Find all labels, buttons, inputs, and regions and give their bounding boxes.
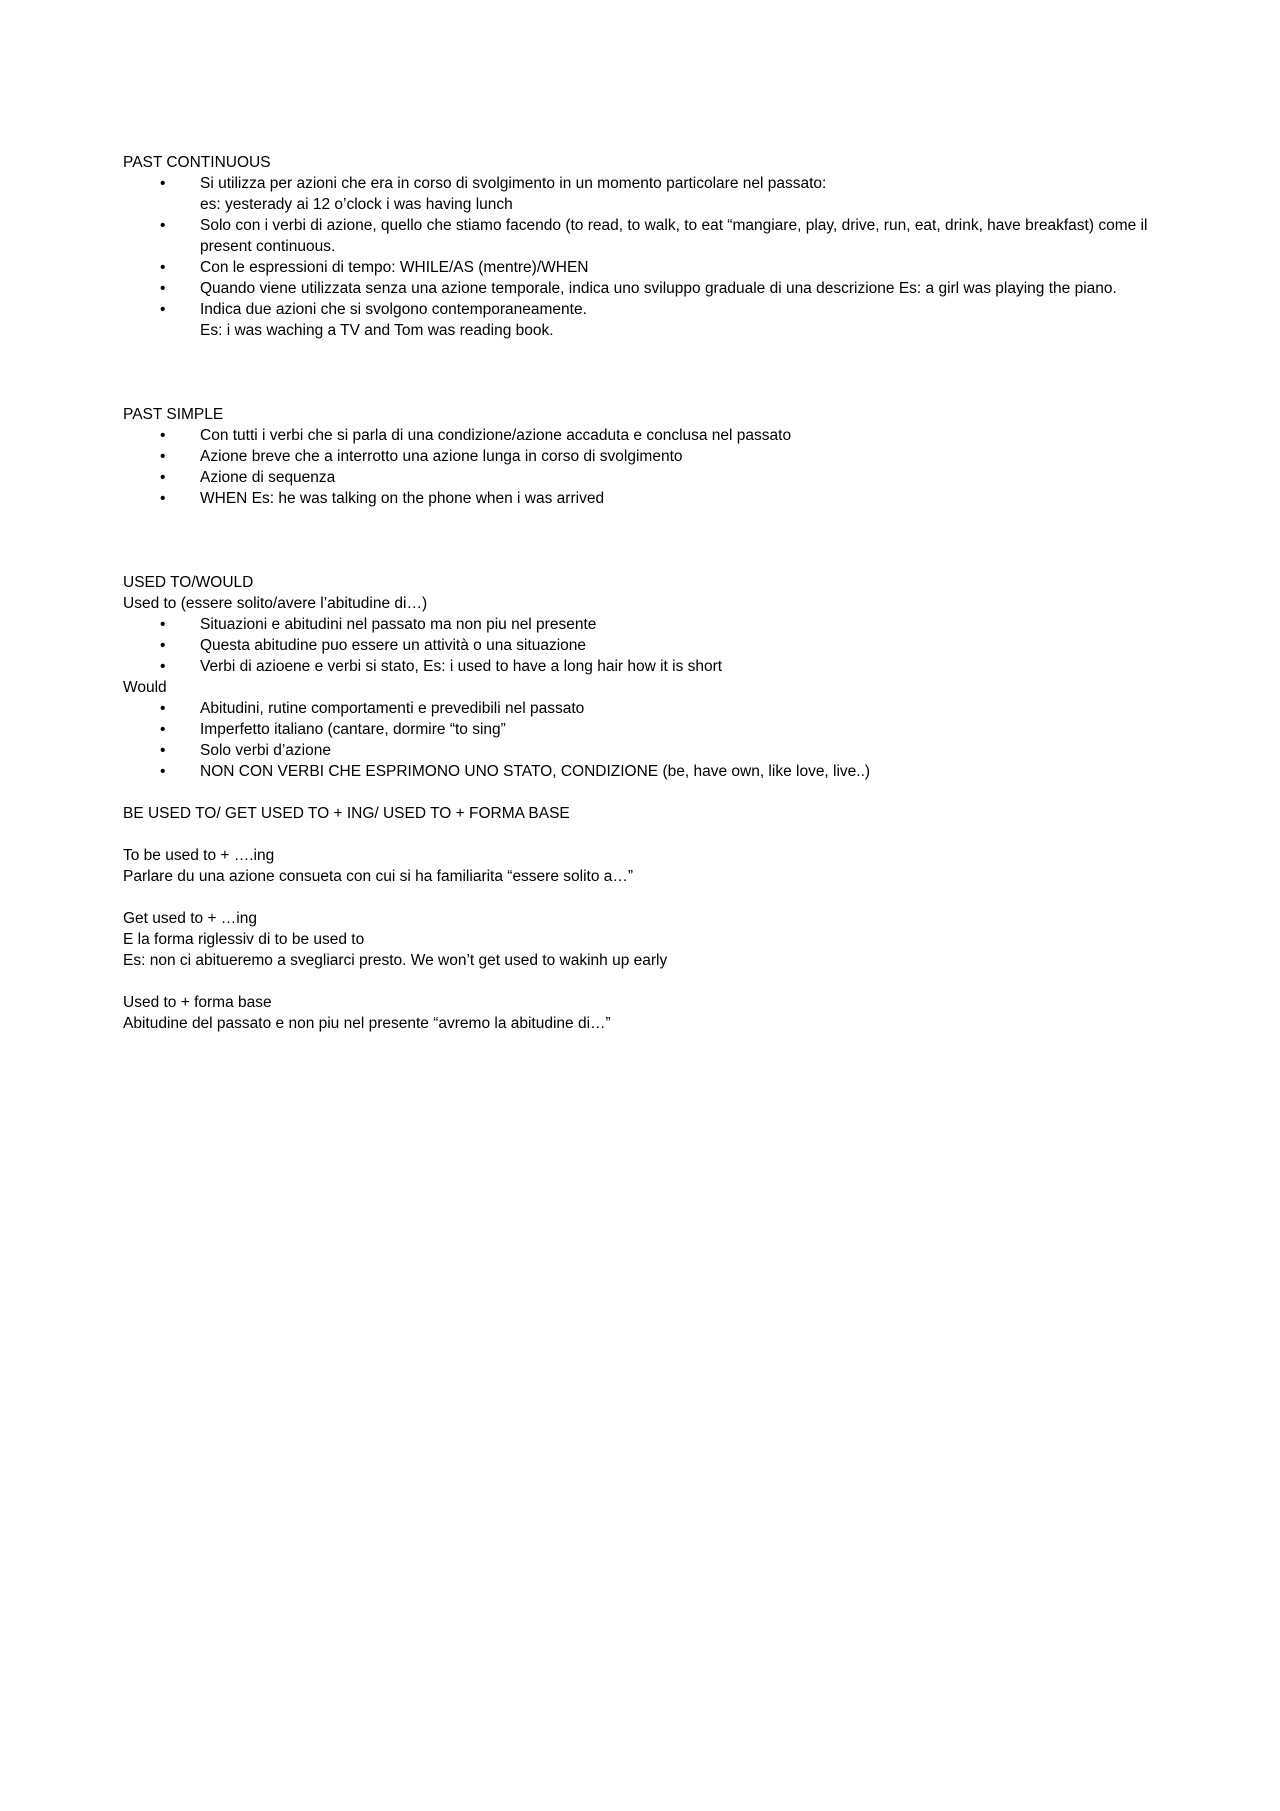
spacer xyxy=(123,824,1183,845)
to-be-used-description: Parlare du una azione consueta con cui si ha familiarita “essere solito a…” xyxy=(123,868,634,885)
bullet-icon: • xyxy=(160,490,166,507)
used-to-label: Used to (essere solito/avere l’abitudine di…) xyxy=(123,595,428,612)
list-item-text: Con le espressioni di tempo: WHILE/AS (mentre)/WHEN xyxy=(200,259,589,276)
to-be-used-heading: To be used to + ….ing xyxy=(123,847,275,864)
bullet-icon: • xyxy=(160,259,166,276)
list-item-text: Solo con i verbi di azione, quello che stiamo facendo (to read, to walk, to eat “mangiare, play, drive, run, eat, drink, have breakfast) come il present continuous. xyxy=(200,217,1148,255)
list-item-text: Si utilizza per azioni che era in corso di svolgimento in un momento particolare nel passato: xyxy=(200,175,827,192)
used-to-base-heading: Used to + forma base xyxy=(123,994,272,1011)
list-item-text: Questa abitudine puo essere un attività o una situazione xyxy=(200,637,587,654)
list-item-text: Solo verbi d’azione xyxy=(200,742,331,759)
list-item-example: Es: i was waching a TV and Tom was reading book. xyxy=(200,322,554,339)
get-used-heading: Get used to + …ing xyxy=(123,910,257,927)
list-item-text: Quando viene utilizzata senza una azione temporale, indica uno sviluppo graduale di una descrizione Es: a girl was playing the piano. xyxy=(200,280,1117,297)
list-item xyxy=(123,278,1183,299)
spacer xyxy=(123,971,1183,992)
list-item xyxy=(123,425,1183,446)
list-item-text: Azione di sequenza xyxy=(200,469,336,486)
list-item xyxy=(123,698,1183,719)
would-label: Would xyxy=(123,679,167,696)
spacer xyxy=(123,782,1183,803)
list-item-text: NON CON VERBI CHE ESPRIMONO UNO STATO, CONDIZIONE (be, have own, like love, live..) xyxy=(200,763,871,780)
bullet-icon: • xyxy=(160,721,166,738)
section-title-past-simple: PAST SIMPLE xyxy=(123,406,224,423)
list-item-text: Azione breve che a interrotto una azione lunga in corso di svolgimento xyxy=(200,448,683,465)
list-item-text: Imperfetto italiano (cantare, dormire “to sing” xyxy=(200,721,506,738)
past-continuous-list xyxy=(123,173,1183,341)
list-item xyxy=(123,299,1183,341)
get-used-description: E la forma riglessiv di to be used to xyxy=(123,931,365,948)
list-item xyxy=(123,719,1183,740)
spacer xyxy=(123,341,1183,404)
list-item-text: Con tutti i verbi che si parla di una condizione/azione accaduta e conclusa nel passato xyxy=(200,427,792,444)
list-item xyxy=(123,656,1183,677)
bullet-icon: • xyxy=(160,637,166,654)
bullet-icon: • xyxy=(160,427,166,444)
used-to-base-description: Abitudine del passato e non piu nel presente “avremo la abitudine di…” xyxy=(123,1015,611,1032)
list-item xyxy=(123,614,1183,635)
list-item-text: Abitudini, rutine comportamenti e prevedibili nel passato xyxy=(200,700,585,717)
list-item xyxy=(123,467,1183,488)
bullet-icon: • xyxy=(160,658,166,675)
list-item xyxy=(123,740,1183,761)
list-item-text: Situazioni e abitudini nel passato ma non piu nel presente xyxy=(200,616,597,633)
section-title-past-continuous: PAST CONTINUOUS xyxy=(123,154,271,171)
spacer xyxy=(123,887,1183,908)
document-page xyxy=(123,152,1183,1034)
would-list xyxy=(123,698,1183,782)
list-item xyxy=(123,446,1183,467)
list-item-text: WHEN Es: he was talking on the phone when i was arrived xyxy=(200,490,605,507)
list-item-example: es: yesterady ai 12 o’clock i was having lunch xyxy=(200,196,513,213)
section-title-be-used-to: BE USED TO/ GET USED TO + ING/ USED TO + FORMA BASE xyxy=(123,805,570,822)
list-item xyxy=(123,635,1183,656)
list-item xyxy=(123,173,1183,215)
list-item-text: Verbi di azioene e verbi si stato, Es: i used to have a long hair how it is short xyxy=(200,658,723,675)
bullet-icon: • xyxy=(160,217,166,234)
bullet-icon: • xyxy=(160,763,166,780)
bullet-icon: • xyxy=(160,280,166,297)
spacer xyxy=(123,509,1183,572)
list-item xyxy=(123,257,1183,278)
bullet-icon: • xyxy=(160,175,166,192)
past-simple-list xyxy=(123,425,1183,509)
list-item xyxy=(123,761,1183,782)
bullet-icon: • xyxy=(160,301,166,318)
bullet-icon: • xyxy=(160,448,166,465)
bullet-icon: • xyxy=(160,700,166,717)
list-item-text: Indica due azioni che si svolgono contemporaneamente. xyxy=(200,301,587,318)
list-item xyxy=(123,215,1183,257)
used-to-list xyxy=(123,614,1183,677)
bullet-icon: • xyxy=(160,469,166,486)
section-title-used-to-would: USED TO/WOULD xyxy=(123,574,254,591)
bullet-icon: • xyxy=(160,616,166,633)
bullet-icon: • xyxy=(160,742,166,759)
list-item xyxy=(123,488,1183,509)
get-used-example: Es: non ci abitueremo a svegliarci presto. We won’t get used to wakinh up early xyxy=(123,952,668,969)
